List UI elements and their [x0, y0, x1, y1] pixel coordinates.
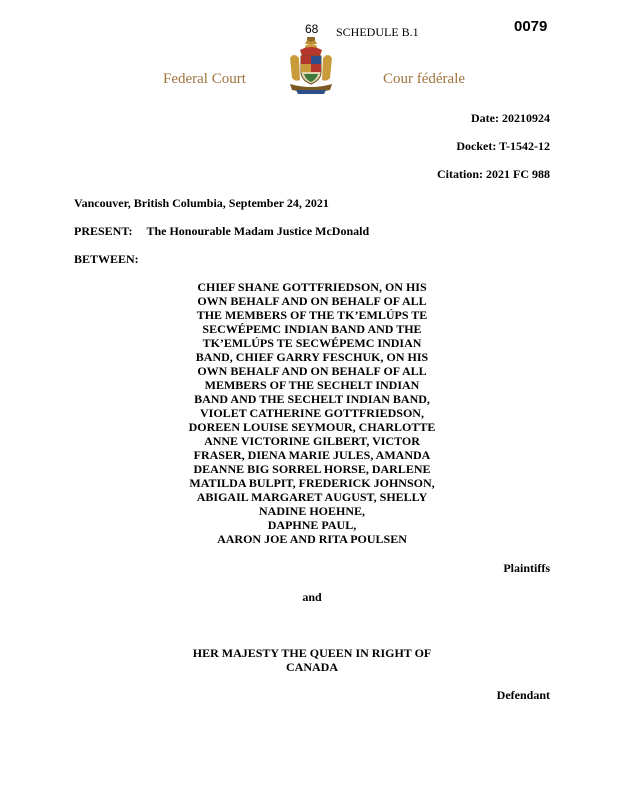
plaintiffs-line: ABIGAIL MARGARET AUGUST, SHELLY	[196, 490, 428, 504]
plaintiffs-line: OWN BEHALF AND ON BEHALF OF ALL	[197, 364, 427, 378]
plaintiffs-line: MATILDA BULPIT, FREDERICK JOHNSON,	[189, 476, 435, 490]
plaintiffs-label: Plaintiffs	[503, 561, 550, 575]
court-name-french: Cour fédérale	[383, 71, 466, 87]
defendant-label: Defendant	[496, 688, 550, 702]
and-label: and	[302, 590, 322, 604]
plaintiffs-line: NADINE HOEHNE,	[258, 504, 365, 518]
plaintiffs-line: ANNE VICTORINE GILBERT, VICTOR	[204, 434, 420, 448]
plaintiffs-line: DEANNE BIG SORREL HORSE, DARLENE	[193, 462, 431, 476]
plaintiffs-line: TK’EMLÚPS TE SECWÉPEMC INDIAN	[202, 336, 422, 350]
plaintiffs-line: DOREEN LOUISE SEYMOUR, CHARLOTTE	[188, 420, 436, 434]
document-number: 0079	[514, 18, 548, 35]
citation: Citation: 2021 FC 988	[437, 167, 550, 181]
plaintiffs-line: THE MEMBERS OF THE TK’EMLÚPS TE	[196, 308, 428, 322]
plaintiffs-line: AARON JOE AND RITA POULSEN	[217, 532, 407, 546]
plaintiffs-names	[180, 280, 444, 546]
page-number: 68	[305, 22, 319, 36]
place-and-date: Vancouver, British Columbia, September 24, 2021	[74, 196, 329, 210]
defendant-line: HER MAJESTY THE QUEEN IN RIGHT OF	[192, 646, 432, 660]
coat-of-arms-icon	[286, 36, 336, 96]
decision-date: Date: 20210924	[471, 111, 550, 125]
plaintiffs-line: BAND, CHIEF GARRY FESCHUK, ON HIS	[195, 350, 429, 364]
defendant-names	[180, 646, 444, 674]
schedule-label: SCHEDULE B.1	[336, 25, 419, 39]
present-judge: The Honourable Madam Justice McDonald	[146, 224, 370, 238]
present-line	[74, 224, 369, 239]
plaintiffs-line: FRASER, DIENA MARIE JULES, AMANDA	[193, 448, 431, 462]
defendant-line: CANADA	[286, 660, 338, 674]
plaintiffs-line: BAND AND THE SECHELT INDIAN BAND,	[194, 392, 430, 406]
plaintiffs-line: MEMBERS OF THE SECHELT INDIAN	[204, 378, 420, 392]
plaintiffs-line: VIOLET CATHERINE GOTTFRIEDSON,	[200, 406, 424, 420]
plaintiffs-line: DAPHNE PAUL,	[267, 518, 357, 532]
plaintiffs-line: SECWÉPEMC INDIAN BAND AND THE	[202, 322, 422, 336]
court-name-english: Federal Court	[163, 71, 246, 87]
plaintiffs-line: OWN BEHALF AND ON BEHALF OF ALL	[197, 294, 427, 308]
present-label: PRESENT:	[74, 224, 133, 238]
between-label: BETWEEN:	[74, 252, 139, 266]
docket-number: Docket: T-1542-12	[456, 139, 550, 153]
plaintiffs-line: CHIEF SHANE GOTTFRIEDSON, ON HIS	[197, 280, 427, 294]
